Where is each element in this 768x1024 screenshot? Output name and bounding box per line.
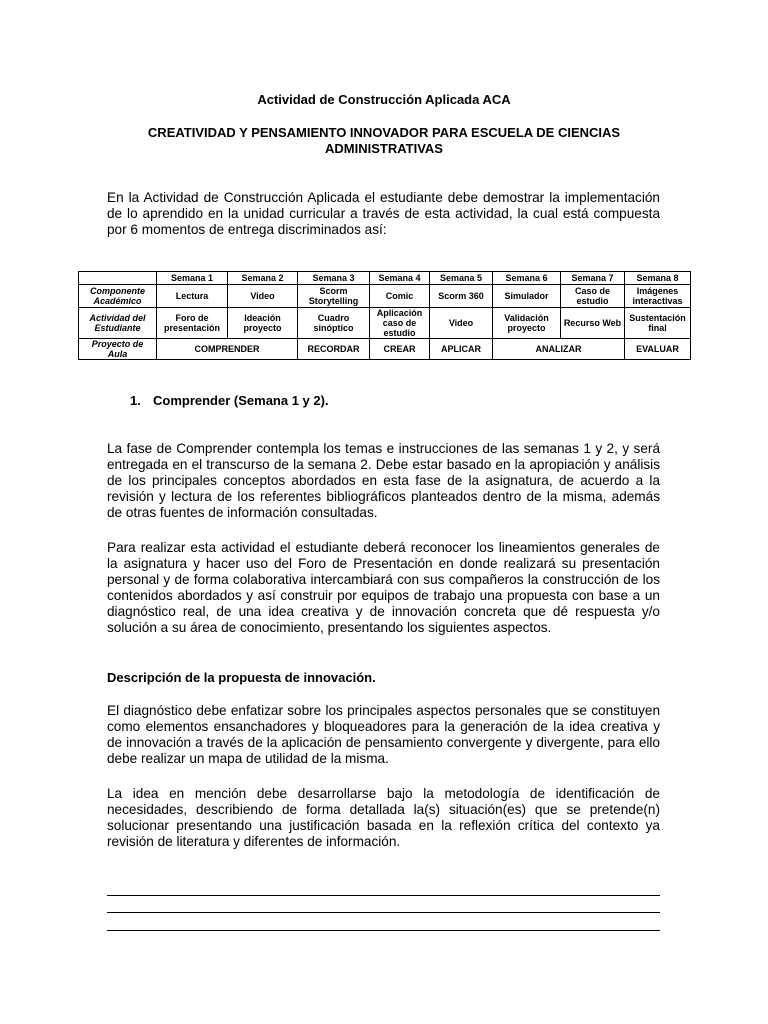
table-header-cell: Semana 2	[228, 272, 298, 285]
description-heading: Descripción de la propuesta de innovación.	[107, 670, 376, 685]
table-cell: APLICAR	[430, 339, 493, 360]
table-cell: Cuadro sinóptico	[298, 308, 370, 339]
document-title: Actividad de Construcción Aplicada ACA	[257, 92, 511, 107]
table-header-cell: Semana 6	[493, 272, 561, 285]
table-header-row	[79, 272, 691, 285]
intro-paragraph: En la Actividad de Construcción Aplicada el estudiante debe demostrar la implementación de lo aprendido en la unidad curricular a través de esta actividad, la cual está compuesta por 6 momentos de entrega discriminados así:	[107, 190, 660, 237]
blank-answer-line	[107, 930, 660, 931]
description-paragraph-2: La idea en mención debe desarrollarse bajo la metodología de identificación de necesidades, describiendo de forma detallada la(s) situación(es) que se pretende(n) solucionar presentando una justificación basada en la reflexión crítica del contexto ya revisión de literatura y diferentes de información.	[107, 786, 660, 849]
table-cell: Scorm Storytelling	[298, 285, 370, 308]
row-label-actividad: Actividad del Estudiante	[79, 308, 157, 339]
comprender-paragraph-2: Para realizar esta actividad el estudiante deberá reconocer los lineamientos generales de la asignatura y hacer uso del Foro de Presentación en donde realizará su presentación personal y de forma colaborativa intercambiará con sus compañeros la construcción de los contenidos abordados y así construir por equipos de trabajo una propuesta con base a un diagnóstico real, de una idea creativa y de innovación concreta que dé respuesta y/o solución a su área de conocimiento, presentando los siguientes aspectos.	[107, 540, 660, 635]
table-cell: Simulador	[493, 285, 561, 308]
table-cell: Ideación proyecto	[228, 308, 298, 339]
table-cell: COMPRENDER	[157, 339, 298, 360]
table-cell: Recurso Web	[561, 308, 625, 339]
table-row-actividad	[79, 308, 691, 339]
comprender-paragraph-1: La fase de Comprender contempla los temas e instrucciones de las semanas 1 y 2, y será entregada en el transcurso de la semana 2. Debe estar basado en la apropiación y análisis de los principales conceptos abordados en esta fase de la asignatura, de acuerdo a la revisión y lectura de los referentes bibliográficos planteados dentro de la misma, además de otras fuentes de información consultadas.	[107, 441, 660, 520]
row-label-componente: Componente Académico	[79, 285, 157, 308]
table-cell: Video	[228, 285, 298, 308]
schedule-table	[78, 271, 691, 360]
table-cell: Aplicación caso de estudio	[370, 308, 430, 339]
table-cell: Scorm 360	[430, 285, 493, 308]
description-paragraph-1: El diagnóstico debe enfatizar sobre los principales aspectos personales que se constituyen como elementos ensanchadores y bloqueadores para la generación de la idea creativa y de innovación a través de la aplicación de pensamiento convergente y divergente, para ello debe realizar un mapa de utilidad de la misma.	[107, 703, 660, 766]
blank-answer-line	[107, 912, 660, 913]
table-row-componente	[79, 285, 691, 308]
table-cell: Sustentación final	[625, 308, 691, 339]
table-header-cell: Semana 5	[430, 272, 493, 285]
table-row-proyecto	[79, 339, 691, 360]
table-cell: Imágenes interactivas	[625, 285, 691, 308]
section-heading	[130, 393, 329, 409]
table-cell: Validación proyecto	[493, 308, 561, 339]
table-header-cell: Semana 4	[370, 272, 430, 285]
table-cell: Video	[430, 308, 493, 339]
table-header-cell: Semana 3	[298, 272, 370, 285]
table-cell: Lectura	[157, 285, 228, 308]
section-title: Comprender (Semana 1 y 2).	[153, 393, 329, 408]
table-header-cell: Semana 7	[561, 272, 625, 285]
row-label-proyecto: Proyecto de Aula	[79, 339, 157, 360]
table-header-cell	[79, 272, 157, 285]
table-cell: Comic	[370, 285, 430, 308]
table-cell: ANALIZAR	[493, 339, 625, 360]
table-header-cell: Semana 1	[157, 272, 228, 285]
table-header-cell: Semana 8	[625, 272, 691, 285]
table-cell: Foro de presentación	[157, 308, 228, 339]
blank-answer-line	[107, 895, 660, 896]
table-cell: CREAR	[370, 339, 430, 360]
table-cell: EVALUAR	[625, 339, 691, 360]
section-number: 1.	[130, 393, 141, 408]
table-cell: RECORDAR	[298, 339, 370, 360]
document-subtitle: CREATIVIDAD Y PENSAMIENTO INNOVADOR PARA ESCUELA DE CIENCIAS ADMINISTRATIVAS	[147, 125, 621, 156]
table-cell: Caso de estudio	[561, 285, 625, 308]
